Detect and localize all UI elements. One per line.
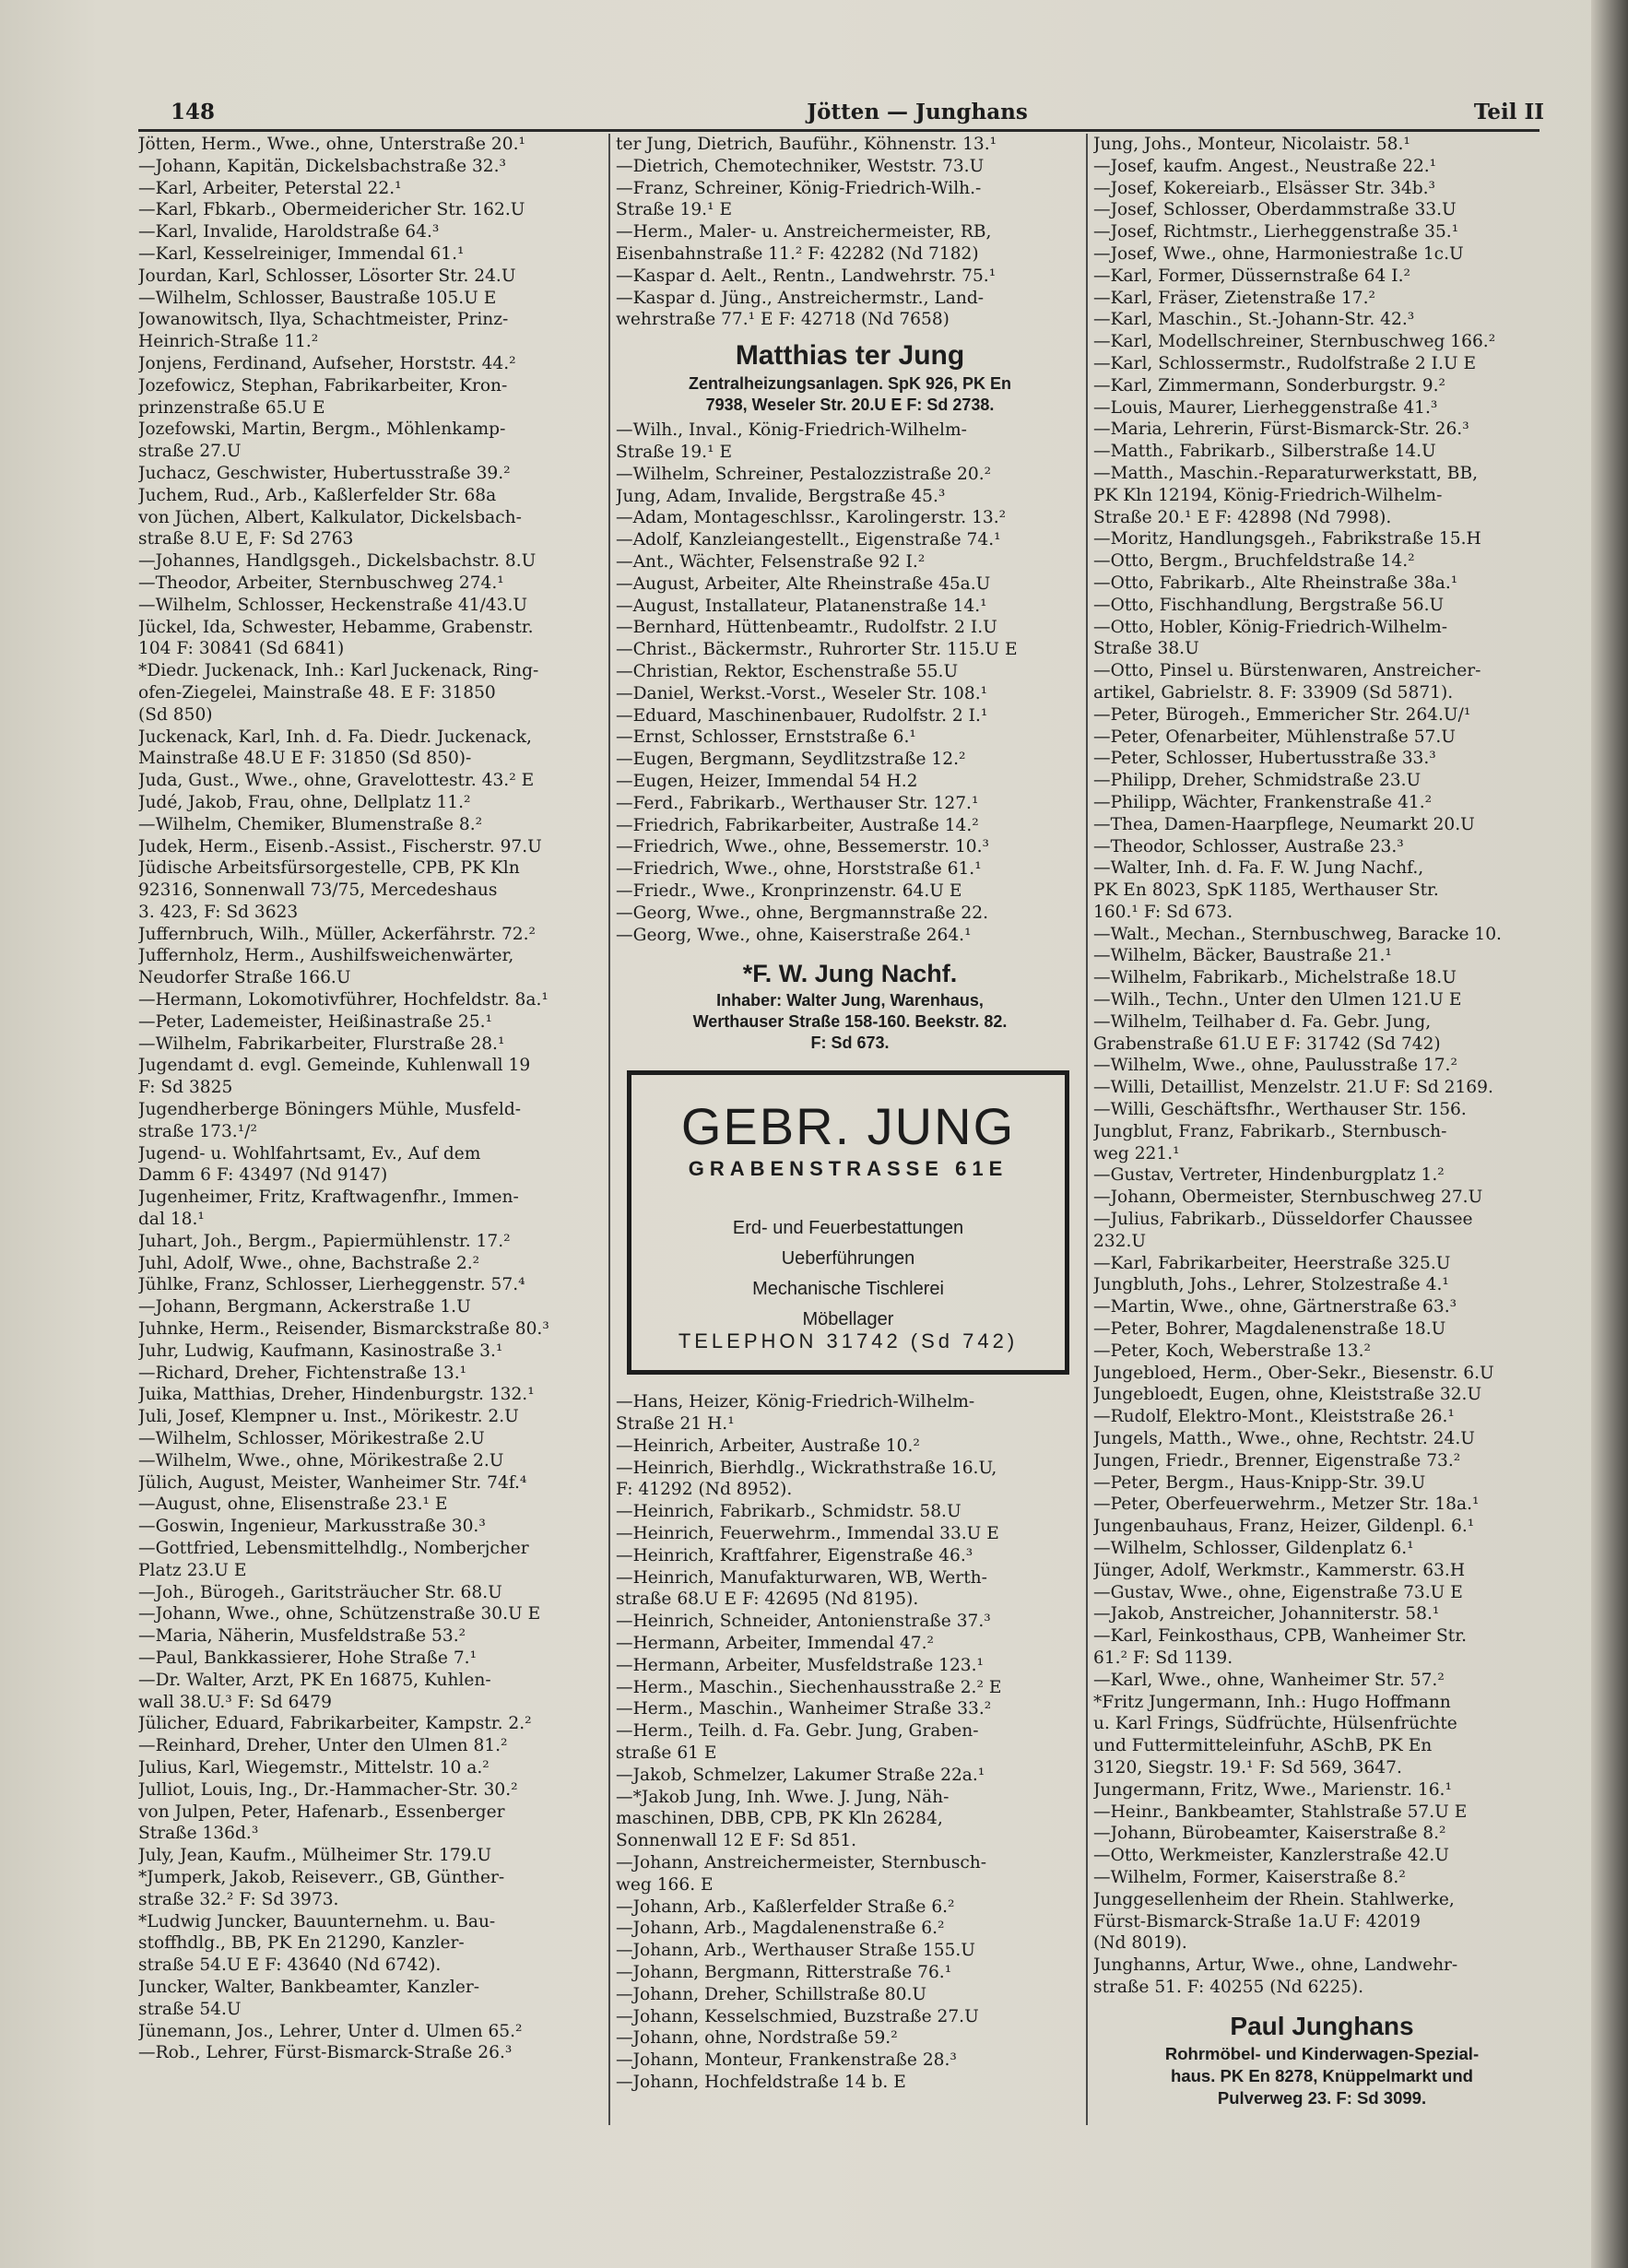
directory-entry: straße 54.U [138, 1999, 242, 2019]
column-2-bottom-entries [616, 1391, 1084, 2094]
directory-entry: —Kaspar d. Aelt., Rentn., Landwehrstr. 75.¹ [616, 266, 997, 286]
directory-entry: *Jumperk, Jakob, Reiseverr., GB, Günther- [138, 1867, 505, 1887]
directory-entry: Jugend- u. Wohlfahrtsamt, Ev., Auf dem [138, 1143, 481, 1164]
directory-entry: —Eugen, Bergmann, Seydlitzstraße 12.² [616, 750, 966, 770]
ad-service: Erd- und Feuerbestattungen [732, 1218, 964, 1239]
directory-entry: —Hermann, Arbeiter, Immendal 47.² [616, 1634, 934, 1654]
directory-entry: Juffernbruch, Wilh., Müller, Ackerfährstr. 72.² [138, 924, 536, 944]
directory-entry: —Thea, Damen-Haarpflege, Neumarkt 20.U [1093, 814, 1475, 834]
directory-entry: —Theodor, Schlosser, Austraße 23.³ [1093, 836, 1404, 856]
directory-entry: Grabenstraße 61.U E F: 31742 (Sd 742) [1093, 1034, 1441, 1054]
directory-entry: —Adam, Montageschlssr., Karolingerstr. 13.² [616, 508, 1007, 528]
directory-entry: Jüdische Arbeitsfürsorgestelle, CPB, PK Kln [138, 858, 520, 879]
directory-entry: —Peter, Bohrer, Magdalenenstraße 18.U [1093, 1319, 1446, 1340]
directory-entry: (Nd 8019). [1093, 1933, 1187, 1954]
directory-entry: —Herm., Maler- u. Anstreichermeister, RB, [616, 222, 992, 242]
header-rule [138, 129, 1540, 132]
directory-entry: Damm 6 F: 43497 (Nd 9147) [138, 1165, 388, 1186]
directory-entry: —Maria, Näherin, Musfeldstraße 53.² [138, 1626, 466, 1647]
directory-entry: (Sd 850) [138, 704, 213, 725]
directory-entry: Jung, Johs., Monteur, Nicolaistr. 58.¹ [1093, 135, 1410, 154]
directory-entry: —Herm., Maschin., Siechenhausstraße 2.² E [616, 1677, 1002, 1697]
column-2-mid-entries [616, 419, 1084, 946]
directory-entry: PK En 8023, SpK 1185, Werthauser Str. [1093, 880, 1439, 901]
directory-entry: wehrstraße 77.¹ E F: 42718 (Nd 7658) [616, 310, 950, 330]
directory-entry: 104 F: 30841 (Sd 6841) [138, 639, 345, 659]
directory-entry: —Jakob, Anstreicher, Johanniterstr. 58.¹ [1093, 1604, 1440, 1624]
directory-entry: —Johann, Arb., Kaßlerfelder Straße 6.² [616, 1896, 955, 1917]
directory-entry: Heinrich-Straße 11.² [138, 332, 319, 352]
directory-entry: —Karl, Fräser, Zietenstraße 17.² [1093, 288, 1375, 308]
directory-entry: —Wilhelm, Fabrikarbeiter, Flurstraße 28.¹ [138, 1034, 505, 1054]
directory-entry: —Johann, ohne, Nordstraße 59.² [616, 2028, 898, 2049]
directory-entry: —Peter, Oberfeuerwehrm., Metzer Str. 18a.¹ [1093, 1494, 1480, 1515]
directory-entry: *Fritz Jungermann, Inh.: Hugo Hoffmann [1093, 1692, 1451, 1712]
directory-entry: weg 221.¹ [1093, 1143, 1180, 1164]
directory-entry: —Wilhelm, Wwe., ohne, Paulusstraße 17.² [1093, 1056, 1457, 1076]
page-header [171, 96, 1544, 131]
ad-title: *F. W. Jung Nachf. [742, 960, 958, 988]
directory-entry: —Rob., Lehrer, Fürst-Bismarck-Straße 26.³ [138, 2043, 513, 2063]
directory-entry: straße 27.U [138, 442, 242, 462]
directory-entry: —Friedr., Wwe., Kronprinzenstr. 64.U E [616, 880, 962, 901]
directory-entry: —Otto, Fischhandlung, Bergstraße 56.U [1093, 595, 1445, 615]
directory-entry: —Bernhard, Hüttenbeamtr., Rudolfstr. 2 I.U [616, 618, 997, 638]
directory-entry: Jungbluth, Johs., Lehrer, Stolzestraße 4.¹ [1093, 1275, 1449, 1295]
directory-entry: ofen-Ziegelei, Mainstraße 48. E F: 31850 [138, 682, 496, 703]
header-part: Teil II [1473, 100, 1544, 124]
directory-entry: PK Kln 12194, König-Friedrich-Wilhelm- [1093, 485, 1443, 505]
directory-entry: —Joh., Bürogeh., Garitsträucher Str. 68.U [138, 1582, 502, 1602]
directory-entry: Jugendherberge Böningers Mühle, Musfeld- [138, 1100, 522, 1120]
directory-entry: Juda, Gust., Wwe., ohne, Gravelottestr. 43.² E [138, 771, 535, 791]
directory-entry: Straße 20.¹ E F: 42898 (Nd 7998). [1093, 507, 1392, 527]
directory-entry: —Wilhelm, Fabrikarb., Michelstraße 18.U [1093, 968, 1457, 988]
directory-entry: —Wilhelm, Schlosser, Heckenstraße 41/43.U [138, 595, 528, 615]
directory-entry: —August, ohne, Elisenstraße 23.¹ E [138, 1494, 448, 1515]
directory-entry: Straße 38.U [1093, 639, 1199, 659]
directory-entry: Jugenheimer, Fritz, Kraftwagenfhr., Immen- [138, 1187, 519, 1208]
directory-entry: maschinen, DBB, CPB, PK Kln 26284, [616, 1809, 943, 1829]
directory-entry: Jünemann, Jos., Lehrer, Unter d. Ulmen 65.² [138, 2021, 523, 2041]
ad-line: Inhaber: Walter Jung, Warenhaus, [716, 991, 984, 1010]
directory-entry: —Karl, Zimmermann, Sonderburgstr. 9.² [1093, 375, 1445, 396]
directory-entry: —Reinhard, Dreher, Unter den Ulmen 81.² [138, 1736, 508, 1756]
directory-entry: —August, Installateur, Platanenstraße 14.¹ [616, 596, 987, 616]
directory-entry: von Julpen, Peter, Hafenarb., Essenberger [138, 1801, 505, 1822]
directory-entry: Neudorfer Straße 166.U [138, 968, 351, 988]
directory-entry: Juhr, Ludwig, Kaufmann, Kasinostraße 3.¹ [138, 1341, 503, 1361]
directory-entry: Jugendamt d. evgl. Gemeinde, Kuhlenwall 19 [138, 1056, 531, 1076]
directory-entry: —Franz, Schreiner, König-Friedrich-Wilh.- [616, 178, 982, 198]
ad-street: GRABENSTRASSE 61E [688, 1157, 1009, 1181]
column-divider [608, 134, 610, 2125]
directory-entry: straße 61 E [616, 1743, 717, 1764]
directory-entry: —Johann, Bergmann, Ritterstraße 76.¹ [616, 1963, 952, 1983]
ad-line: F: Sd 673. [810, 1034, 890, 1053]
directory-entry: —Peter, Ofenarbeiter, Mühlenstraße 57.U [1093, 726, 1456, 747]
directory-entry: Juika, Matthias, Dreher, Hindenburgstr. 132.¹ [138, 1385, 535, 1405]
column-divider [1086, 134, 1088, 2125]
directory-entry: Julliot, Louis, Ing., Dr.-Hammacher-Str. 30.² [138, 1779, 518, 1800]
directory-entry: weg 166. E [616, 1874, 714, 1895]
directory-entry: straße 51. F: 40255 (Nd 6225). [1093, 1977, 1364, 1997]
directory-entry: Jowanowitsch, Ilya, Schachtmeister, Prinz- [138, 310, 509, 330]
directory-entry: —Heinrich, Manufakturwaren, WB, Werth- [616, 1567, 987, 1588]
ad-service: Mechanische Tischlerei [752, 1279, 944, 1300]
ad-line: Rohrmöbel- und Kinderwagen-Spezial- [1164, 2043, 1480, 2063]
directory-entry: prinzenstraße 65.U E [138, 397, 325, 418]
ad-service: Möbellager [802, 1309, 894, 1330]
directory-entry: —Otto, Hobler, König-Friedrich-Wilhelm- [1093, 617, 1448, 637]
directory-entry: —Gustav, Vertreter, Hindenburgplatz 1.² [1093, 1165, 1445, 1186]
directory-entry: —Philipp, Wächter, Frankenstraße 41.² [1093, 792, 1433, 812]
column-2-top-entries [616, 134, 1084, 331]
directory-entry: F: Sd 3825 [138, 1078, 233, 1098]
directory-entry: straße 54.U E F: 43640 (Nd 6742). [138, 1955, 442, 1976]
directory-entry: —Josef, kaufm. Angest., Neustraße 22.¹ [1093, 156, 1437, 176]
directory-entry: Platz 23.U E [138, 1560, 247, 1580]
directory-entry: —Johann, Bergmann, Ackerstraße 1.U [138, 1297, 471, 1317]
directory-entry: —Adolf, Kanzleiangestellt., Eigenstraße 74.¹ [616, 530, 1001, 550]
directory-entry: 160.¹ F: Sd 673. [1093, 902, 1233, 922]
directory-entry: —Karl, Maschin., St.-Johann-Str. 42.³ [1093, 310, 1415, 330]
directory-entry: —Heinr., Bankbeamter, Stahlstraße 57.U E [1093, 1801, 1468, 1822]
directory-entry: —Otto, Bergm., Bruchfeldstraße 14.² [1093, 551, 1415, 572]
directory-entry: —Johann, Anstreichermeister, Sternbusch- [616, 1853, 987, 1873]
directory-entry: —Otto, Pinsel u. Bürstenwaren, Anstreicher- [1093, 661, 1481, 681]
directory-entry: —Otto, Fabrikarb., Alte Rheinstraße 38a.¹ [1093, 573, 1458, 593]
directory-entry: —Wilh., Techn., Unter den Ulmen 121.U E [1093, 990, 1462, 1010]
directory-entry: Jungblut, Franz, Fabrikarb., Sternbusch- [1093, 1121, 1447, 1141]
directory-entry: wall 38.U.³ F: Sd 6479 [138, 1692, 332, 1712]
ad-line: 7938, Weseler Str. 20.U E F: Sd 2738. [705, 396, 995, 415]
directory-entry: July, Jean, Kaufm., Mülheimer Str. 179.U [138, 1846, 492, 1866]
directory-entry: —Richard, Dreher, Fichtenstraße 13.¹ [138, 1363, 467, 1383]
ad-service: Ueberführungen [781, 1248, 915, 1270]
directory-entry: —Friedrich, Wwe., ohne, Bessemerstr. 10.³ [616, 837, 989, 857]
directory-entry: —Wilhelm, Schlosser, Baustraße 105.U E [138, 288, 497, 308]
ad-fw-jung-nachf [616, 957, 1084, 1054]
directory-entry: —Walter, Inh. d. Fa. F. W. Jung Nachf., [1093, 858, 1424, 879]
directory-entry: —Christian, Rektor, Eschenstraße 55.U [616, 661, 959, 681]
directory-entry: —Wilhelm, Schlosser, Gildenplatz 6.¹ [1093, 1539, 1414, 1558]
directory-entry: artikel, Gabrielstr. 8. F: 33909 (Sd 5871). [1093, 682, 1454, 703]
column-3-entries [1093, 134, 1551, 1999]
directory-entry: —Hans, Heizer, König-Friedrich-Wilhelm- [616, 1392, 975, 1412]
directory-entry: —Heinrich, Feuerwehrm., Immendal 33.U E [616, 1524, 999, 1544]
ad-line: Werthauser Straße 158-160. Beekstr. 82. [692, 1012, 1008, 1032]
ad-services [631, 1213, 1065, 1335]
directory-entry: —Josef, Wwe., ohne, Harmoniestraße 1c.U [1093, 243, 1464, 264]
directory-entry: —Johann, Kapitän, Dickelsbachstraße 32.³ [138, 156, 507, 176]
directory-entry: —Kaspar d. Jüng., Anstreichermstr., Land- [616, 288, 985, 308]
directory-entry: —Martin, Wwe., ohne, Gärtnerstraße 63.³ [1093, 1297, 1457, 1317]
directory-entry: —Dr. Walter, Arzt, PK En 16875, Kuhlen- [138, 1670, 491, 1690]
directory-entry: Junghanns, Artur, Wwe., ohne, Landwehr- [1093, 1955, 1458, 1976]
directory-entry: Jückel, Ida, Schwester, Hebamme, Grabenstr. [138, 617, 534, 637]
directory-entry: —Otto, Werkmeister, Kanzlerstraße 42.U [1093, 1846, 1449, 1866]
directory-entry: Jozefowicz, Stephan, Fabrikarbeiter, Kron- [138, 375, 508, 396]
directory-entry: —Karl, Kesselreiniger, Immendal 61.¹ [138, 243, 465, 264]
directory-entry: Jungels, Matth., Wwe., ohne, Rechtstr. 24.U [1093, 1429, 1475, 1449]
directory-entry: —Peter, Schlosser, Hubertusstraße 33.³ [1093, 749, 1436, 769]
directory-entry: —Moritz, Handlungsgeh., Fabrikstraße 15.H [1093, 529, 1481, 549]
directory-entry: Jonjens, Ferdinand, Aufseher, Horststr. 44.² [138, 353, 516, 373]
directory-entry: Julius, Karl, Wiegemstr., Mittelstr. 10 a.² [138, 1757, 490, 1778]
directory-entry: F: 41292 (Nd 8952). [616, 1480, 793, 1500]
directory-entry: —Herm., Teilh. d. Fa. Gebr. Jung, Graben- [616, 1721, 979, 1742]
directory-entry: —Walt., Mechan., Sternbuschweg, Baracke 10. [1093, 924, 1502, 944]
directory-entry: —Karl, Former, Düssernstraße 64 I.² [1093, 266, 1410, 286]
directory-entry: Jungenbauhaus, Franz, Heizer, Gildenpl. 6.¹ [1093, 1517, 1475, 1537]
directory-entry: —Matth., Fabrikarb., Silberstraße 14.U [1093, 442, 1436, 462]
directory-entry: —Karl, Arbeiter, Peterstal 22.¹ [138, 178, 402, 198]
directory-entry: —Gustav, Wwe., ohne, Eigenstraße 73.U E [1093, 1582, 1463, 1602]
directory-entry: Jötten, Herm., Wwe., ohne, Unterstraße 20.¹ [138, 135, 525, 154]
directory-entry: —Paul, Bankkassierer, Hohe Straße 7.¹ [138, 1648, 478, 1668]
directory-entry: —Wilhelm, Schreiner, Pestalozzistraße 20.² [616, 464, 992, 484]
directory-entry: Jungebloed, Herm., Ober-Sekr., Biesenstr. 6.U [1093, 1363, 1494, 1383]
directory-entry: straße 32.² F: Sd 3973. [138, 1889, 339, 1909]
directory-entry: —*Jakob Jung, Inh. Wwe. J. Jung, Näh- [616, 1787, 950, 1807]
directory-entry: —Eduard, Maschinenbauer, Rudolfstr. 2 I.¹ [616, 705, 988, 726]
directory-entry: —Georg, Wwe., ohne, Bergmannstraße 22. [616, 903, 989, 923]
directory-entry: —Peter, Koch, Weberstraße 13.² [1093, 1341, 1371, 1361]
directory-entry: Straße 19.¹ E [616, 442, 733, 462]
directory-entry: Jülich, August, Meister, Wanheimer Str. 74f.⁴ [138, 1472, 527, 1493]
directory-entry: —Ant., Wächter, Felsenstraße 92 I.² [616, 551, 926, 572]
directory-entry: —Wilhelm, Wwe., ohne, Mörikestraße 2.U [138, 1450, 504, 1471]
directory-entry: —Johann, Monteur, Frankenstraße 28.³ [616, 2050, 957, 2071]
directory-entry: —Julius, Fabrikarb., Düsseldorfer Chaussee [1093, 1210, 1473, 1230]
ad-gebr-jung-box [627, 1070, 1069, 1375]
directory-entry: —Wilhelm, Bäcker, Baustraße 21.¹ [1093, 946, 1392, 966]
ad-title: Paul Junghans [1230, 2011, 1414, 2040]
directory-entry: —Louis, Maurer, Lierheggenstraße 41.³ [1093, 397, 1438, 418]
directory-entry: —Wilhelm, Teilhaber d. Fa. Gebr. Jung, [1093, 1011, 1432, 1032]
directory-entry: *Diedr. Juckenack, Inh.: Karl Juckenack, Ring- [138, 661, 539, 681]
directory-entry: —Karl, Fbkarb., Obermeidericher Str. 162.U [138, 200, 525, 220]
directory-entry: Juffernholz, Herm., Aushilfsweichenwärter, [138, 946, 514, 966]
directory-entry: 3. 423, F: Sd 3623 [138, 902, 299, 922]
directory-entry: Fürst-Bismarck-Straße 1a.U F: 42019 [1093, 1911, 1421, 1931]
directory-entry: straße 68.U E F: 42695 (Nd 8195). [616, 1589, 919, 1610]
directory-entry: Jünger, Adolf, Werkmstr., Kammerstr. 63.H [1093, 1560, 1466, 1580]
directory-entry: Juchacz, Geschwister, Hubertusstraße 39.² [138, 463, 511, 483]
directory-entry: —Johann, Hochfeldstraße 14 b. E [616, 2073, 906, 2092]
directory-entry: —Heinrich, Bierhdlg., Wickrathstraße 16.U, [616, 1458, 997, 1478]
directory-entry: —Theodor, Arbeiter, Sternbuschweg 274.¹ [138, 573, 504, 593]
directory-entry: Jülicher, Eduard, Fabrikarbeiter, Kampstr. 2.² [138, 1714, 532, 1734]
directory-entry: —Hermann, Lokomotivführer, Hochfeldstr. 8a.¹ [138, 990, 549, 1010]
directory-entry: Jühlke, Franz, Schlosser, Lierheggenstr. 57.⁴ [138, 1275, 525, 1295]
directory-entry: 61.² F: Sd 1139. [1093, 1648, 1233, 1668]
directory-entry: —Dietrich, Chemotechniker, Weststr. 73.U [616, 156, 985, 176]
directory-entry: —Johannes, Handlgsgeh., Dickelsbachstr. 8.U [138, 551, 537, 572]
directory-entry: —Willi, Detaillist, Menzelstr. 21.U F: Sd 2169. [1093, 1078, 1493, 1098]
directory-entry: —Peter, Lademeister, Heißinastraße 25.¹ [138, 1011, 492, 1032]
directory-entry: —Georg, Wwe., ohne, Kaiserstraße 264.¹ [616, 925, 972, 945]
directory-entry: —Daniel, Werkst.-Vorst., Weseler Str. 108.¹ [616, 683, 988, 703]
page-spine-shadow [1591, 0, 1628, 2268]
directory-entry: —Peter, Bürogeh., Emmericher Str. 264.U/¹ [1093, 704, 1471, 725]
directory-entry: —Johann, Dreher, Schillstraße 80.U [616, 1984, 927, 2004]
directory-entry: —Ferd., Fabrikarb., Werthauser Str. 127.¹ [616, 793, 979, 813]
page-number: 148 [171, 100, 216, 124]
directory-entry: stoffhdlg., BB, PK En 21290, Kanzler- [138, 1933, 465, 1954]
directory-entry: —Johann, Arb., Werthauser Straße 155.U [616, 1941, 975, 1961]
directory-entry: —Heinrich, Schneider, Antonienstraße 37.³ [616, 1612, 991, 1632]
directory-entry: —August, Arbeiter, Alte Rheinstraße 45a.U [616, 573, 991, 594]
directory-entry: —Karl, Schlossermstr., Rudolfstraße 2 I.U E [1093, 353, 1477, 373]
directory-entry: —Wilhelm, Schlosser, Mörikestraße 2.U [138, 1429, 485, 1449]
directory-entry: —Johann, Obermeister, Sternbuschweg 27.U [1093, 1187, 1483, 1208]
column-1 [138, 134, 605, 2125]
directory-entry: Juncker, Walter, Bankbeamter, Kanzler- [138, 1977, 480, 1997]
directory-entry: dal 18.¹ [138, 1210, 205, 1230]
directory-entry: —Wilhelm, Former, Kaiserstraße 8.² [1093, 1867, 1406, 1887]
directory-entry: —Karl, Modellschreiner, Sternbuschweg 166.² [1093, 332, 1496, 352]
directory-entry: Jungen, Friedr., Brenner, Eigenstraße 73.² [1093, 1450, 1461, 1471]
directory-entry: Jozefowski, Martin, Bergm., Möhlenkamp- [138, 419, 506, 440]
directory-entry: Mainstraße 48.U E F: 31850 (Sd 850)- [138, 749, 472, 769]
directory-entry: straße 8.U E, F: Sd 2763 [138, 529, 354, 549]
directory-entry: —Josef, Richtmstr., Lierheggenstraße 35.¹ [1093, 222, 1459, 242]
directory-entry: —Friedrich, Fabrikarbeiter, Austraße 14.² [616, 815, 979, 835]
directory-entry: —Heinrich, Kraftfahrer, Eigenstraße 46.³ [616, 1545, 973, 1565]
directory-entry: —Johann, Arb., Magdalenenstraße 6.² [616, 1919, 945, 1939]
directory-entry: —Goswin, Ingenieur, Markusstraße 30.³ [138, 1517, 486, 1537]
directory-entry: 232.U [1093, 1231, 1147, 1251]
directory-entry: Sonnenwall 12 E F: Sd 851. [616, 1831, 857, 1851]
directory-entry: —Heinrich, Arbeiter, Austraße 10.² [616, 1435, 920, 1456]
directory-entry: —Philipp, Dreher, Schmidstraße 23.U [1093, 771, 1422, 791]
directory-entry: —Hermann, Arbeiter, Musfeldstraße 123.¹ [616, 1655, 984, 1675]
directory-entry: —Rudolf, Elektro-Mont., Kleiststraße 26.¹ [1093, 1407, 1455, 1427]
directory-entry: —Karl, Wwe., ohne, Wanheimer Str. 57.² [1093, 1670, 1445, 1690]
directory-entry: —Johann, Wwe., ohne, Schützenstraße 30.U E [138, 1604, 541, 1624]
directory-entry: Juchem, Rud., Arb., Kaßlerfelder Str. 68a [138, 485, 497, 505]
directory-entry: —Johann, Kesselschmied, Buzstraße 27.U [616, 2006, 979, 2026]
directory-entry: —Matth., Maschin.-Reparaturwerkstatt, BB, [1093, 463, 1479, 483]
directory-entry: Juhart, Joh., Bergm., Papiermühlenstr. 17.² [138, 1231, 511, 1251]
directory-entry: Straße 136d.³ [138, 1824, 259, 1844]
directory-entry: —Willi, Geschäftsfhr., Werthauser Str. 156. [1093, 1100, 1467, 1120]
directory-entry: Jourdan, Karl, Schlosser, Lösorter Str. 24.U [138, 266, 516, 286]
ad-title: Matthias ter Jung [735, 340, 965, 372]
directory-entry: Junggesellenheim der Rhein. Stahlwerke, [1093, 1889, 1455, 1909]
directory-entry: straße 173.¹/² [138, 1121, 257, 1141]
directory-entry: —Karl, Fabrikarbeiter, Heerstraße 325.U [1093, 1253, 1451, 1273]
directory-entry: —Heinrich, Fabrikarb., Schmidstr. 58.U [616, 1502, 961, 1522]
ad-line: haus. PK En 8278, Knüppelmarkt und [1171, 2065, 1473, 2085]
directory-entry: —Jakob, Schmelzer, Lakumer Straße 22a.¹ [616, 1765, 985, 1785]
ad-phone: TELEPHON 31742 (Sd 742) [678, 1329, 1019, 1353]
directory-entry: —Maria, Lehrerin, Fürst-Bismarck-Str. 26.³ [1093, 419, 1469, 440]
directory-entry: Judé, Jakob, Frau, ohne, Dellplatz 11.² [138, 792, 471, 812]
directory-entry: Straße 19.¹ E [616, 200, 733, 220]
directory-entry: Straße 21 H.¹ [616, 1414, 735, 1435]
directory-entry: von Jüchen, Albert, Kalkulator, Dickelsbach- [138, 507, 522, 527]
directory-entry: Juli, Josef, Klempner u. Inst., Mörikestr. 2.U [138, 1407, 519, 1427]
directory-entry: 92316, Sonnenwall 73/75, Mercedeshaus [138, 880, 498, 901]
directory-entry: —Johann, Bürobeamter, Kaiserstraße 8.² [1093, 1824, 1446, 1844]
directory-entry: u. Karl Frings, Südfrüchte, Hülsenfrüchte [1093, 1714, 1457, 1734]
ad-paul-junghans [1093, 2010, 1551, 2109]
ad-matthias-ter-jung [616, 338, 1084, 416]
directory-entry: —Gottfried, Lebensmittelhdlg., Nomberjcher [138, 1539, 529, 1558]
directory-entry: Judek, Herm., Eisenb.-Assist., Fischerstr. 97.U [138, 836, 542, 856]
directory-entry: —Josef, Schlosser, Oberdammstraße 33.U [1093, 200, 1457, 220]
directory-entry: Jung, Adam, Invalide, Bergstraße 45.³ [616, 486, 946, 506]
directory-entry: ter Jung, Dietrich, Bauführ., Köhnenstr. 13.¹ [616, 135, 997, 154]
directory-entry: Juhl, Adolf, Wwe., ohne, Bachstraße 2.² [138, 1253, 480, 1273]
directory-entry: —Josef, Kokereiarb., Elsässer Str. 34b.³ [1093, 178, 1435, 198]
directory-entry: —Peter, Bergm., Haus-Knipp-Str. 39.U [1093, 1472, 1426, 1493]
directory-entry: —Herm., Maschin., Wanheimer Straße 33.² [616, 1699, 992, 1719]
directory-entry: Juckenack, Karl, Inh. d. Fa. Diedr. Juckenack, [138, 726, 532, 747]
directory-entry: —Eugen, Heizer, Immendal 54 H.2 [616, 771, 918, 791]
directory-entry: —Karl, Invalide, Haroldstraße 64.³ [138, 222, 440, 242]
ad-title: GEBR. JUNG [680, 1097, 1016, 1156]
ad-line: Pulverweg 23. F: Sd 3099. [1217, 2087, 1427, 2108]
directory-entry: —Karl, Feinkosthaus, CPB, Wanheimer Str. [1093, 1626, 1468, 1647]
directory-entry: —Wilhelm, Chemiker, Blumenstraße 8.² [138, 814, 483, 834]
directory-entry: 3120, Siegstr. 19.¹ F: Sd 569, 3647. [1093, 1757, 1402, 1778]
directory-entry: Eisenbahnstraße 11.² F: 42282 (Nd 7182) [616, 243, 979, 264]
directory-entry: *Ludwig Juncker, Bauunternehm. u. Bau- [138, 1911, 496, 1931]
directory-entry: —Christ., Bäckermstr., Ruhrorter Str. 115.U E [616, 640, 1018, 660]
directory-entry: Jungermann, Fritz, Wwe., Marienstr. 16.¹ [1093, 1779, 1452, 1800]
directory-entry: —Ernst, Schlosser, Ernststraße 6.¹ [616, 727, 916, 748]
directory-entry: —Wilh., Inval., König-Friedrich-Wilhelm- [616, 420, 967, 441]
directory-entry: Juhnke, Herm., Reisender, Bismarckstraße 80.³ [138, 1319, 549, 1340]
directory-entry: Jungebloedt, Eugen, ohne, Kleiststraße 32.U [1093, 1385, 1482, 1405]
directory-entry: und Futtermitteleinfuhr, ASchB, PK En [1093, 1736, 1433, 1756]
directory-entry: —Friedrich, Wwe., ohne, Horststraße 61.¹ [616, 859, 982, 880]
ad-line: Zentralheizungsanlagen. SpK 926, PK En [688, 374, 1012, 394]
column-3 [1093, 134, 1551, 2125]
column-2 [616, 134, 1084, 2125]
header-range: Jötten — Junghans [807, 100, 1028, 124]
